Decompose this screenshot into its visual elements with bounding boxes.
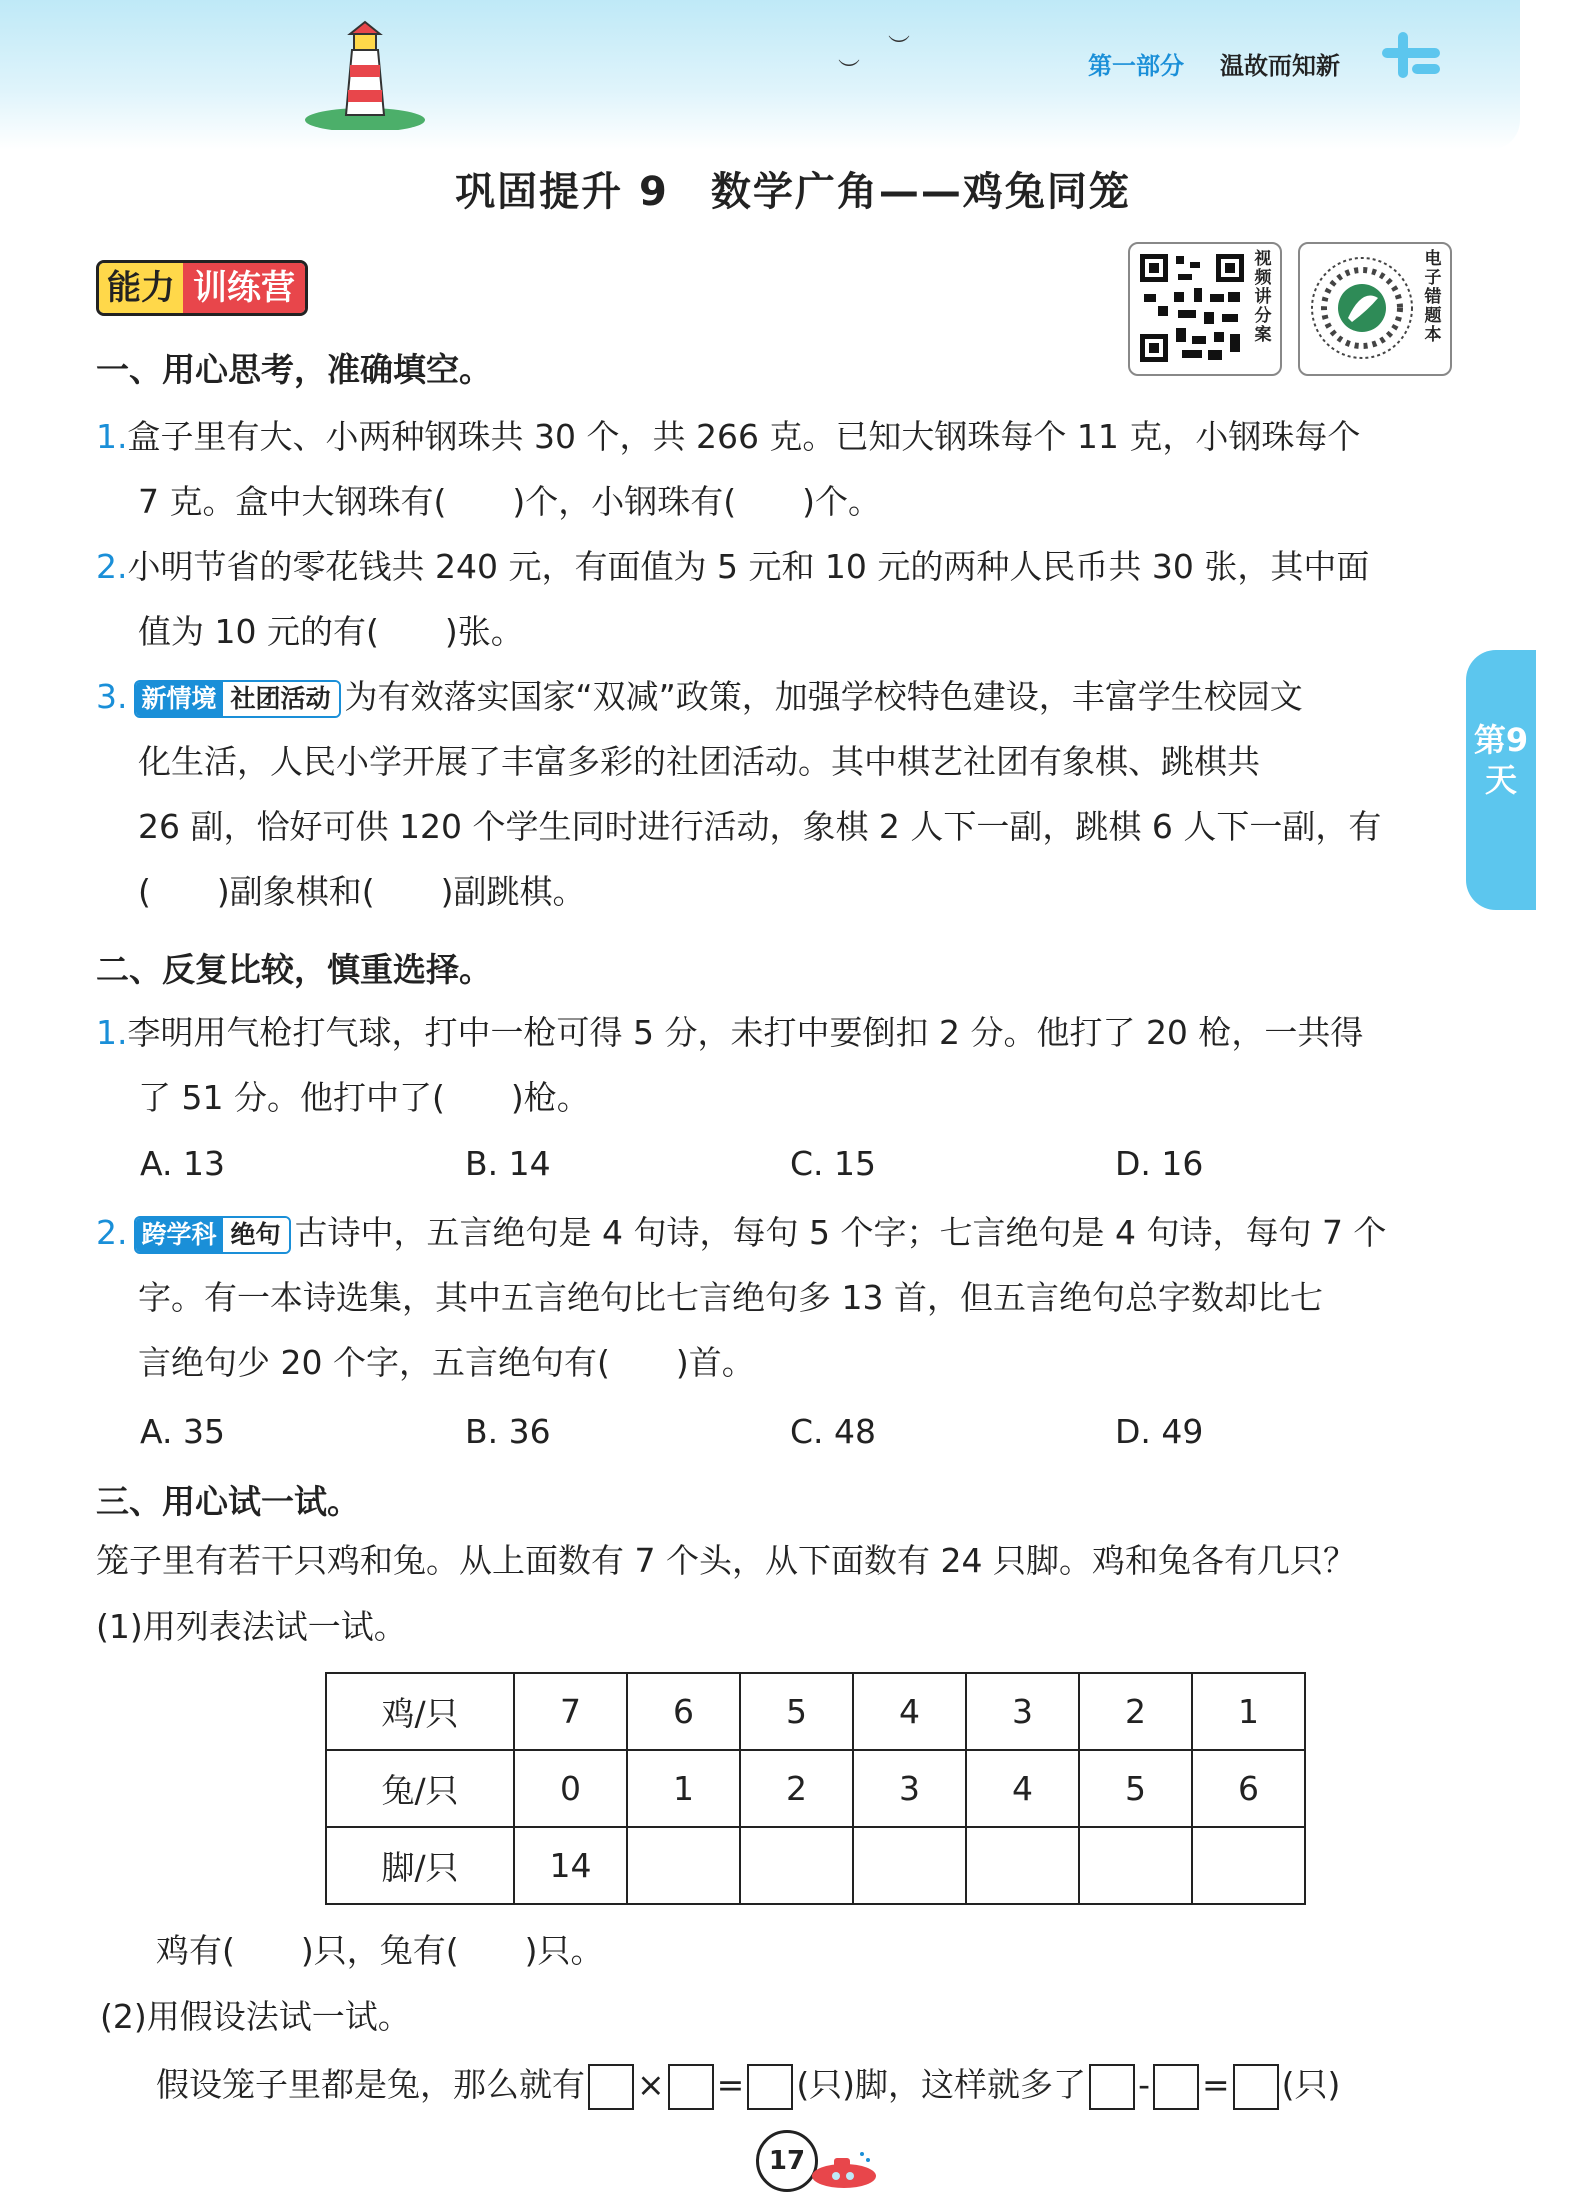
answer-cell[interactable] — [1079, 1827, 1192, 1904]
options-2-2 — [140, 1412, 1440, 1451]
answer-box[interactable] — [588, 2064, 634, 2110]
qr-label: 电子错题本 — [1424, 249, 1442, 345]
table-cell: 1 — [1192, 1673, 1305, 1750]
question-number: 2. — [96, 1213, 128, 1252]
qr-label: 视频讲分案 — [1254, 249, 1272, 345]
answer-cell[interactable] — [966, 1827, 1079, 1904]
section2-heading: 二、反复比较，慎重选择。 — [96, 950, 492, 989]
video-qr-code[interactable] — [1128, 242, 1282, 376]
answer-box[interactable] — [668, 2064, 714, 2110]
question-number: 1. — [96, 1013, 128, 1052]
answer-box[interactable] — [1153, 2064, 1199, 2110]
question-number: 3. — [96, 677, 128, 716]
section1-heading: 一、用心思考，准确填空。 — [96, 350, 492, 389]
row-label: 脚/只 — [326, 1827, 514, 1904]
option-b[interactable]: B. 36 — [465, 1412, 551, 1451]
answer-line-1: 鸡有( )只，兔有( )只。 — [156, 1931, 604, 1970]
option-c[interactable]: C. 48 — [790, 1412, 877, 1451]
section3-heading: 三、用心试一试。 — [96, 1482, 360, 1521]
qr-code-icon — [1138, 252, 1246, 364]
table-cell: 6 — [1192, 1750, 1305, 1827]
section-label: 温故而知新 — [1220, 52, 1340, 80]
answer-box[interactable] — [1089, 2064, 1135, 2110]
option-d[interactable]: D. 49 — [1115, 1412, 1204, 1451]
table-cell: 7 — [514, 1673, 627, 1750]
question-1-1: 1.盒子里有大、小两种钢珠共 30 个，共 266 克。已知大钢珠每个 11 克，小钢珠每个 7 克。盒中大钢珠有( )个，小钢珠有( )个。 — [96, 417, 1361, 521]
table-cell: 5 — [740, 1673, 853, 1750]
bird-icon: ︶ — [838, 59, 861, 84]
question-2-2: 2. 跨学科 绝句 古诗中，五言绝句是 4 句诗，每句 5 个字；七言绝句是 4 句诗，每句 7 个 字。有一本诗选集，其中五言绝句比七言绝句多 13 首，但五言绝句总字数却比七 言绝句少 20 个字，五言绝句有( )首。 — [96, 1213, 1387, 1382]
answer-box[interactable] — [747, 2064, 793, 2110]
question-1-3: 3. 新情境 社团活动 为有效落实国家“双减”政策，加强学校特色建设，丰富学生校园文 化生活，人民小学开展了丰富多彩的社团活动。其中棋艺社团有象棋、跳棋共 26 副，恰好可供 120 个学生同时进行活动，象棋 2 人下一副，跳棋 6 人下一副，有 ( )副象棋和( )副跳棋。 — [96, 677, 1382, 911]
answer-cell[interactable] — [853, 1827, 966, 1904]
page-title: 巩固提升 9 数学广角——鸡兔同笼 — [455, 169, 1131, 215]
part-label: 第一部分 — [1088, 52, 1184, 80]
section3-part2: (2)用假设法试一试。 — [100, 1997, 411, 2036]
answer-cell[interactable] — [1192, 1827, 1305, 1904]
badge-part1: 能力 — [99, 263, 183, 313]
answer-box[interactable] — [1233, 2064, 1279, 2110]
option-c[interactable]: C. 15 — [790, 1144, 877, 1183]
table-row — [326, 1750, 1305, 1827]
table-cell: 2 — [1079, 1673, 1192, 1750]
row-label: 兔/只 — [326, 1750, 514, 1827]
submarine-icon — [800, 2150, 880, 2190]
lighthouse-icon — [300, 20, 430, 130]
row-label: 鸡/只 — [326, 1673, 514, 1750]
table-cell: 3 — [966, 1673, 1079, 1750]
table-cell: 4 — [853, 1673, 966, 1750]
options-2-1 — [140, 1144, 1440, 1183]
table-cell: 5 — [1079, 1750, 1192, 1827]
question-number: 1. — [96, 417, 128, 456]
cross-subject-tag: 跨学科 绝句 — [134, 1216, 291, 1254]
option-b[interactable]: B. 14 — [465, 1144, 551, 1183]
table-cell: 6 — [627, 1673, 740, 1750]
answer-cell[interactable] — [627, 1827, 740, 1904]
error-book-qr-code[interactable] — [1298, 242, 1452, 376]
table-cell: 14 — [514, 1827, 627, 1904]
option-a[interactable]: A. 35 — [140, 1412, 225, 1451]
table-cell: 3 — [853, 1750, 966, 1827]
table-cell: 1 — [627, 1750, 740, 1827]
assumption-line: 假设笼子里都是兔，那么就有 × = (只)脚，这样就多了 - = (只) — [156, 2052, 1456, 2117]
option-a[interactable]: A. 13 — [140, 1144, 225, 1183]
question-1-2: 2.小明节省的零花钱共 240 元，有面值为 5 元和 10 元的两种人民币共 30 张，其中面 值为 10 元的有( )张。 — [96, 547, 1370, 651]
table-cell: 4 — [966, 1750, 1079, 1827]
question-number: 2. — [96, 547, 128, 586]
bird-icon: ︶ — [888, 35, 911, 60]
chicken-rabbit-table — [325, 1672, 1306, 1905]
option-d[interactable]: D. 16 — [1115, 1144, 1204, 1183]
answer-cell[interactable] — [740, 1827, 853, 1904]
page-number: 17 — [756, 2130, 818, 2192]
new-context-tag: 新情境 社团活动 — [134, 680, 341, 718]
table-row — [326, 1673, 1305, 1750]
section3-part1: (1)用列表法试一试。 — [96, 1607, 407, 1646]
training-badge — [96, 260, 308, 316]
table-cell: 0 — [514, 1750, 627, 1827]
qr-code-icon — [1308, 252, 1416, 364]
table-cell: 2 — [740, 1750, 853, 1827]
decor-wave-icon — [1378, 28, 1444, 82]
badge-part2: 训练营 — [183, 263, 305, 313]
table-row — [326, 1827, 1305, 1904]
question-2-1: 1.李明用气枪打气球，打中一枪可得 5 分，未打中要倒扣 2 分。他打了 20 枪，一共得 了 51 分。他打中了( )枪。 — [96, 1013, 1364, 1117]
section3-problem: 笼子里有若干只鸡和兔。从上面数有 7 个头，从下面数有 24 只脚。鸡和兔各有几只？ — [96, 1541, 1356, 1580]
day-side-tab: 第9天 — [1466, 650, 1536, 910]
